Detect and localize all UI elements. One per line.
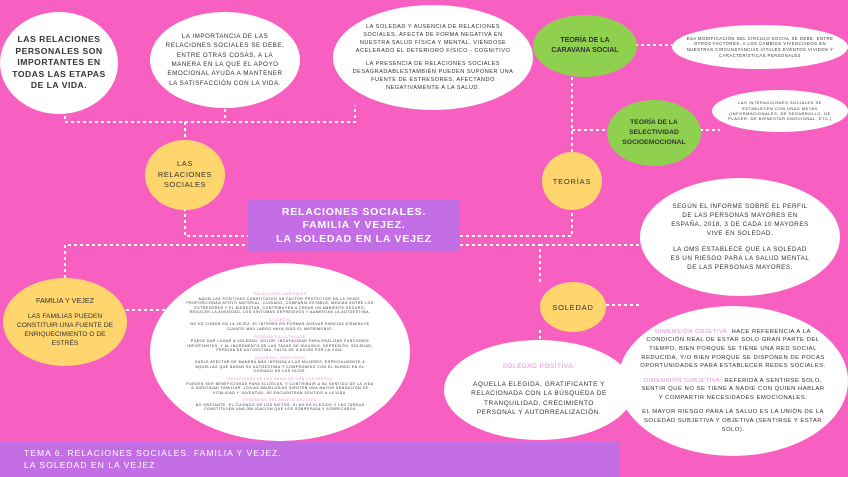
section-title: LAZOS DEL NIDO VACÍO [254,355,306,360]
bubble-soledad-ausencia: LA SOLEDAD Y AUSENCIA DE RELACIONES SOCIALES, AFECTA DE FORMA NEGATIVA EN NUESTRA SALUD FÍSICA Y MENTAL, VIÉNDOSE ACELERADO EL DETERIORO FÍSICO - COGNITIVO LA PRESENCIA DE RELACIONES SOCIALES DESAGRADABLESTAMBIÉN PUEDEN SUPONER UNA FUENTE DE ESTRESORES, AFECTANDO NEGATIVAMENTE A LA SALUD. [333,5,533,110]
section-text: SUELE AFECTAR DE MANERA MÁS INTENSA A LAS MUJERES, ESPECIALMENTE A AQUELLAS QUE BASAN SU AUTOESTIMA Y COMPROMISO CON EL MUNDO EN EL CUIDADO DE LOS HIJOS. [194,360,366,374]
bubble-dimensiones: DIMENSIÓN OBJETIVA: HACE REFERENCIA A LA CONDICIÓN REAL DE ESTAR SOLO GRAN PARTE DEL TIEMPO, BIEN PORQUE SE TIENE UNA RED SOCIAL REDUCIDA, Y/O BIEN PORQUE SE DISPONEN DE POCAS OPORTUNIDADES PARA ESTABLECER REDES SOCIALES. DIMENSIÓN SUBJETIVA: REFERIDA A SENTIRSE SOLO, SENTIR QUE NO SE TIENE A NADIE CON QUIEN HABLAR Y COMPARTIR NECESIDADES EMOCIONALES. EL MAYOR RIESGO PARA LA SALUD ES LA UNIÓN DE LA SOLEDAD SUBJETIVA Y OBJETIVA (SENTIRSE Y ESTAR SOLO). [618,306,848,456]
section-title: FENÓMENO DEL ABUELO ESCLAVO [243,398,317,403]
section-title: DIVORCIO [269,317,291,322]
connector [460,245,540,282]
section-text: NO ES COMÚN EN LA VEJEZ. EL INTERÉS EN FORMAR NUEVAS PAREJAS DISMINUYE CUANTO MÁS LARGO HAYA SIDO EL MATRIMONIO. [190,322,370,332]
node-familia-vejez: FAMILIA Y VEJEZ LAS FAMILIAS PUEDEN CONSTITUIR UNA FUENTE DE ENRIQUECIMIENTO O DE ESTRÉS [3,278,127,366]
section-title: RELACIONES MARITALES [253,292,307,297]
section-text: AQUELLAS POSITIVAS CONSTITUYEN UN FACTOR PROTECTOR EN LA VEJEZ, PROPORCIONAN APOYO MATERIAL, CUIDADO, COMPAÑÍA ESTABLE, MEDIAN ENTRE LOS ESTRESORES Y EL BIENESTAR, CONTRIBUYEN A CREAR UN AMBIENTE SEGURO, REDUCEN LA ANSIEDAD, LOS SÍNTOMAS DEPRESIVOS Y AUMENTAN LA AUTOESTIMA. [186,296,374,315]
central-title: RELACIONES SOCIALES. FAMILIA Y VEJEZ. LA SOLEDAD EN LA VEJEZ [248,200,460,252]
footer-banner: TEMA 6. RELACIONES SOCIALES. FAMILIA Y VEJEZ. LA SOLEDAD EN LA VEJEZ [0,442,620,477]
section-text: PUEDE DAR LUGAR A SOLEDAD, DOLOR, INCAPACIDAD PARA REALIZAR FUNCIONES IMPORTANTES, Y AL INCREMENTO DE LAS TASAS DE SUICIDIO, DEPRESIÓN, SOLEDAD, PÉRDIDA DE AUTOESTIMA, FALTA DE ILUSIÓN POR LA VIDA. [187,339,373,353]
section-text: PUEDEN SER BENEFICIOSAS PARA ELLOS/AS, Y CONTRIBUIR A SU SENTIDO DE LA VIDA E IDENTIDAD FAMILIAR. LOS/AS ABUELOS/AS SIENTEN UNA MAYOR SENSACIÓN DE VITALIDAD Y JUVENTUD, SE ENCUENTRAN SENTIDO A LA VIDA. [186,381,374,395]
node-relaciones-sociales: LAS RELACIONES SOCIALES [145,140,225,210]
bubble-informe: SEGÚN EL INFORME SOBRE EL PERFIL DE LAS PERSONAS MAYORES EN ESPAÑA, 2018, 3 DE CADA 10 MAYORES VIVE EN SOLEDAD. LA OMS ESTABLECE QUE LA SOLEDAD ES UN RIESGO PARA LA SALUD MENTAL DE LAS PERSONAS MAYORES. [640,178,840,296]
bubble-relaciones-importantes: LAS RELACIONES PERSONALES SON IMPORTANTES EN TODAS LAS ETAPAS DE LA VIDA. [0,12,118,114]
bubble-soledad-positiva: SOLEDAD POSITIVA: AQUELLA ELEGIDA, GRATIFICANTE Y RELACIONADA CON LA BÚSQUEDA DE TRANQUILIDAD, CRECIMIENTO PERSONAL Y AUTORREALIZACIÓN. [444,340,634,440]
connector [460,210,572,236]
section-title: RELACIONES DE LOS ABUELOS CON LOS NIETOS [227,376,333,381]
connector [185,208,248,236]
section-text: NO OBSTANTE, EL CUIDADO DE LOS NIETOS, SI NO ES ELEGIDO Y LAS TAREAS CONSTITUYEN UNA OBLIGACIÓN QUE LOS SOBREPASA Y SOBRECARGA [195,402,365,412]
connector [65,105,355,122]
node-selectividad: TEORÍA DE LA SELECTIVIDAD SOCIOEMOCIONAL [607,100,701,166]
bubble-familia-detalle [150,263,410,441]
node-soledad: SOLEDAD [540,282,606,332]
node-caravana-social: TEORÍA DE LA CARAVANA SOCIAL [533,15,637,77]
section-title: PÉRDIDA DEL CÓNYUGE [254,334,306,339]
bubble-selectividad-desc: LAS INTERACCIONES SOCIALES SE ESTABLECEN CON UNAS METAS (INFORMACIONALES, DE DESARROLLO, DE PLACER, DE BIENESTAR EMOCIONAL, ETC.) [712,90,848,132]
bubble-importancia: LA IMPORTANCIA DE LAS RELACIONES SOCIALES SE DEBE, ENTRE OTRAS COSAS, A LA MANERA EN LA QUE EL APOYO EMOCIONAL AYUDA A MANTENER LA SATISFACCIÓN CON LA VIDA. [150,12,300,108]
node-teorias: TEORÍAS [542,152,602,210]
bubble-caravana-desc: ESA MODIFICACIÓN DEL CÍRCULO SOCIAL SE DEBE, ENTRE OTROS FACTORES, A LOS CAMBIOS VIVENCIADOS EN NUESTRAS CIRCUNSTANCIAS VITALES EVENTOS VIVIDOS Y CARACTERÍSTICAS PERSONALES [672,25,848,69]
